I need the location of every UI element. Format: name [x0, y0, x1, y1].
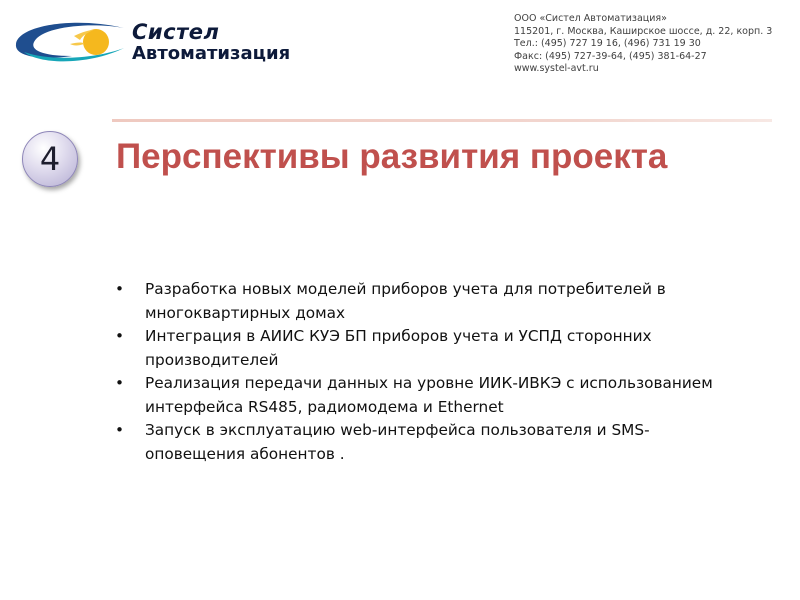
contact-company: ООО «Систел Автоматизация» [514, 13, 667, 24]
bullet-item [110, 278, 705, 325]
company-logo [12, 8, 302, 78]
bullet-text: Запуск в эксплуатацию web-интерфейса пользователя и SMS-оповещения абонентов . [145, 421, 650, 463]
section-number-badge [22, 131, 78, 187]
logo-text [132, 22, 290, 63]
contact-website: www.systel-avt.ru [514, 63, 599, 74]
logo-line-1: Систел [132, 20, 220, 44]
bullet-dot-icon: • [115, 280, 125, 298]
contact-phone: Тел.: (495) 727 19 16, (496) 731 19 30 [514, 38, 701, 49]
bullet-item [110, 372, 745, 419]
bullet-text: Реализация передачи данных на уровне ИИК-ИВКЭ с использованием интерфейса RS485, радиомодема и Ethernet [145, 374, 713, 416]
slide-title: Перспективы развития проекта [116, 137, 668, 176]
bullet-dot-icon: • [115, 421, 125, 439]
contact-block [514, 13, 794, 76]
bullet-dot-icon: • [115, 327, 125, 345]
bullet-list [110, 278, 750, 466]
bullet-item [110, 419, 705, 466]
header-divider [112, 119, 772, 122]
sun-swoosh-icon [12, 8, 142, 78]
logo-line-2: Автоматизация [132, 43, 291, 64]
contact-address: 115201, г. Москва, Каширское шоссе, д. 22, корп. 3 [514, 25, 773, 37]
section-number: 4 [39, 140, 61, 178]
bullet-item [110, 325, 705, 372]
bullet-text: Интеграция в АИИС КУЭ БП приборов учета и УСПД сторонних производителей [145, 327, 652, 369]
bullet-dot-icon: • [115, 374, 125, 392]
bullet-text: Разработка новых моделей приборов учета для потребителей в многоквартирных домах [145, 280, 666, 322]
contact-fax: Факс: (495) 727-39-64, (495) 381-64-27 [514, 50, 707, 62]
